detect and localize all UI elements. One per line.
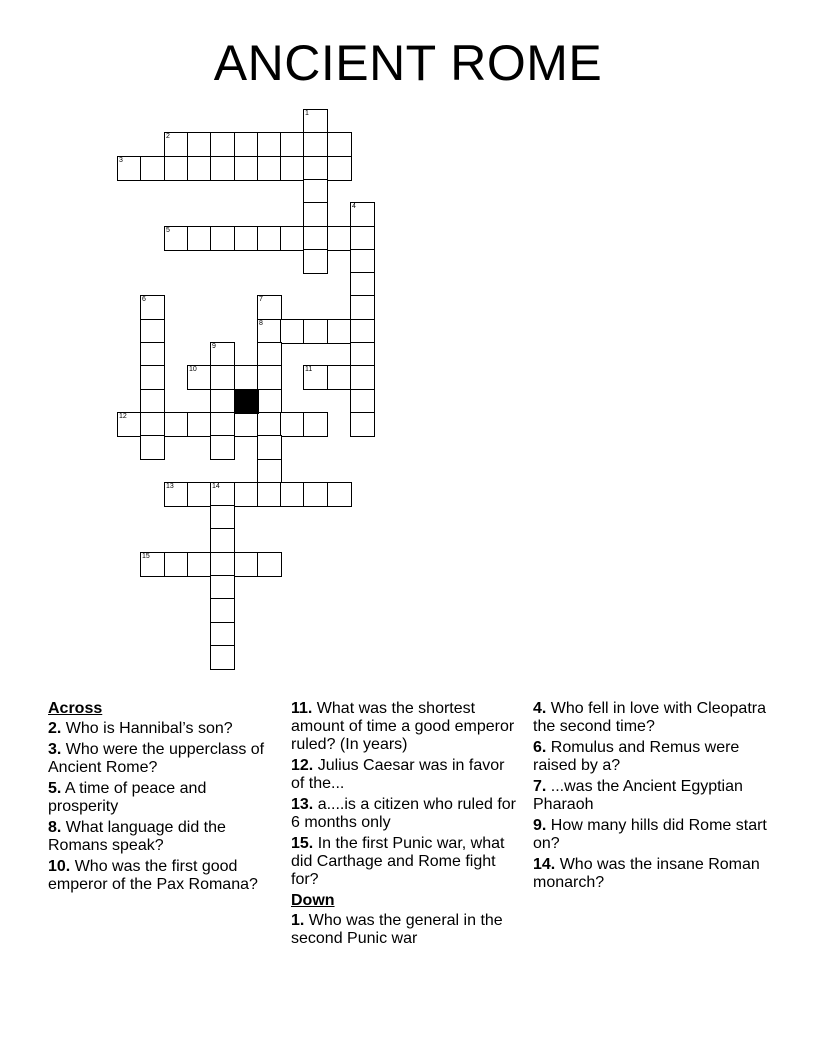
grid-cell[interactable] [164, 226, 189, 251]
grid-cell[interactable] [164, 156, 189, 181]
grid-cell[interactable] [210, 435, 235, 460]
grid-cell[interactable] [303, 179, 328, 204]
clue-text: Who were the upperclass of Ancient Rome? [48, 741, 265, 776]
grid-cell[interactable] [210, 482, 235, 507]
grid-cell[interactable] [303, 226, 328, 251]
clue [48, 741, 273, 777]
clue-text: Julius Caesar was in favor of the... [291, 757, 505, 792]
grid-cell[interactable] [257, 319, 282, 344]
grid-cell[interactable] [210, 575, 235, 600]
down-heading: Down [291, 892, 335, 909]
grid-cell[interactable] [210, 528, 235, 553]
grid-cell[interactable] [187, 552, 212, 577]
clue-text: A time of peace and prosperity [48, 780, 207, 815]
grid-cell[interactable] [140, 365, 165, 390]
grid-cell[interactable] [210, 226, 235, 251]
clues-column-1 [48, 700, 273, 897]
grid-cell[interactable] [210, 132, 235, 157]
clue-number: 5 [166, 227, 170, 234]
clue-number: 10 [189, 366, 197, 373]
grid-cell[interactable] [350, 249, 375, 274]
clue-number: 15 [142, 553, 150, 560]
grid-cell[interactable] [210, 598, 235, 623]
clue-number-label: 7. [533, 778, 547, 795]
clue [533, 856, 768, 892]
grid-cell[interactable] [187, 226, 212, 251]
grid-cell[interactable] [140, 342, 165, 367]
clue-number-label: 2. [48, 720, 62, 737]
grid-cell[interactable] [257, 365, 282, 390]
grid-cell[interactable] [234, 156, 259, 181]
grid-cell[interactable] [303, 202, 328, 227]
clue-text: Who fell in love with Cleopatra the second time? [533, 700, 766, 735]
clue-text: What was the shortest amount of time a good emperor ruled? (In years) [291, 700, 515, 753]
clue-number-label: 5. [48, 780, 62, 797]
grid-cell[interactable] [280, 319, 305, 344]
clue [291, 835, 516, 889]
grid-cell[interactable] [350, 226, 375, 251]
grid-cell[interactable] [303, 132, 328, 157]
clue-text: Romulus and Remus were raised by a? [533, 739, 740, 774]
grid-cell[interactable] [164, 552, 189, 577]
clue-number-label: 11. [291, 700, 313, 717]
grid-cell[interactable] [234, 412, 259, 437]
clue-text: Who was the first good emperor of the Pax Romana? [48, 858, 258, 893]
grid-cell[interactable] [187, 132, 212, 157]
clue [533, 817, 768, 853]
grid-cell[interactable] [303, 156, 328, 181]
grid-cell[interactable] [280, 412, 305, 437]
clue [291, 796, 516, 832]
clue-number-label: 4. [533, 700, 547, 717]
grid-cell[interactable] [140, 435, 165, 460]
clue [533, 739, 768, 775]
black-cell [234, 389, 259, 414]
clue-number: 8 [259, 320, 263, 327]
grid-cell[interactable] [257, 482, 282, 507]
clue [48, 720, 273, 738]
clues-column-2 [291, 700, 516, 951]
grid-cell[interactable] [327, 132, 352, 157]
clue-text: ...was the Ancient Egyptian Pharaoh [533, 778, 743, 813]
clue-number: 7 [259, 296, 263, 303]
grid-cell[interactable] [280, 132, 305, 157]
grid-cell[interactable] [234, 132, 259, 157]
clues-column-3 [533, 700, 768, 895]
clue-number-label: 13. [291, 796, 314, 813]
clue-number: 14 [212, 483, 220, 490]
grid-cell[interactable] [187, 412, 212, 437]
grid-cell[interactable] [303, 412, 328, 437]
grid-cell[interactable] [187, 156, 212, 181]
grid-cell[interactable] [164, 482, 189, 507]
clue-text: Who was the general in the second Punic war [291, 912, 503, 947]
across-heading: Across [48, 700, 103, 717]
clue-number-label: 1. [291, 912, 305, 929]
clue-number: 13 [166, 483, 174, 490]
grid-cell[interactable] [210, 342, 235, 367]
grid-cell[interactable] [327, 482, 352, 507]
grid-cell[interactable] [303, 109, 328, 134]
grid-cell[interactable] [303, 249, 328, 274]
clue-number-label: 15. [291, 835, 314, 852]
grid-cell[interactable] [210, 389, 235, 414]
grid-cell[interactable] [327, 226, 352, 251]
clue-text: Who was the insane Roman monarch? [533, 856, 760, 891]
grid-cell[interactable] [350, 389, 375, 414]
grid-cell[interactable] [164, 132, 189, 157]
grid-cell[interactable] [303, 365, 328, 390]
grid-cell[interactable] [117, 156, 142, 181]
clue-text: What language did the Romans speak? [48, 819, 226, 854]
grid-cell[interactable] [210, 505, 235, 530]
grid-cell[interactable] [234, 226, 259, 251]
clue-number-label: 14. [533, 856, 556, 873]
grid-cell[interactable] [257, 435, 282, 460]
grid-cell[interactable] [303, 482, 328, 507]
clue-number: 3 [119, 157, 123, 164]
grid-cell[interactable] [327, 156, 352, 181]
grid-cell[interactable] [257, 412, 282, 437]
grid-cell[interactable] [350, 342, 375, 367]
grid-cell[interactable] [327, 365, 352, 390]
grid-cell[interactable] [280, 226, 305, 251]
grid-cell[interactable] [234, 365, 259, 390]
grid-cell[interactable] [303, 319, 328, 344]
clue-number: 1 [305, 110, 309, 117]
grid-cell[interactable] [350, 319, 375, 344]
clue-number-label: 8. [48, 819, 62, 836]
grid-cell[interactable] [280, 156, 305, 181]
grid-cell[interactable] [350, 295, 375, 320]
clue-number: 4 [352, 203, 356, 210]
clue [48, 858, 273, 894]
clue-text: Who is Hannibal’s son? [61, 720, 233, 737]
grid-cell[interactable] [257, 226, 282, 251]
clue-text: a....is a citizen who ruled for 6 months only [291, 796, 517, 831]
grid-cell[interactable] [257, 295, 282, 320]
clue [291, 757, 516, 793]
clue-number: 2 [166, 133, 170, 140]
grid-cell[interactable] [257, 132, 282, 157]
grid-cell[interactable] [164, 412, 189, 437]
puzzle-title: ANCIENT ROME [213, 35, 603, 91]
clue-number: 11 [305, 366, 313, 373]
clue-number-label: 10. [48, 858, 71, 875]
grid-cell[interactable] [210, 365, 235, 390]
grid-cell[interactable] [140, 319, 165, 344]
grid-cell[interactable] [210, 412, 235, 437]
clue-text: How many hills did Rome start on? [533, 817, 767, 852]
grid-cell[interactable] [350, 412, 375, 437]
grid-cell[interactable] [187, 482, 212, 507]
clue [533, 700, 768, 736]
clue-number-label: 12. [291, 757, 314, 774]
grid-cell[interactable] [117, 412, 142, 437]
grid-cell[interactable] [257, 552, 282, 577]
clue-number-label: 9. [533, 817, 547, 834]
grid-cell[interactable] [234, 552, 259, 577]
grid-cell[interactable] [210, 552, 235, 577]
grid-cell[interactable] [140, 156, 165, 181]
grid-cell[interactable] [140, 552, 165, 577]
clue [48, 780, 273, 816]
clue-number: 12 [119, 413, 127, 420]
grid-cell[interactable] [210, 622, 235, 647]
grid-cell[interactable] [234, 482, 259, 507]
clue-number: 6 [142, 296, 146, 303]
clue-number-label: 6. [533, 739, 547, 756]
grid-cell[interactable] [140, 412, 165, 437]
grid-cell[interactable] [350, 202, 375, 227]
clue-text: In the first Punic war, what did Carthage and Rome fight for? [291, 835, 505, 888]
clue [291, 912, 516, 948]
clue-number-label: 3. [48, 741, 62, 758]
grid-cell[interactable] [257, 389, 282, 414]
grid-cell[interactable] [257, 459, 282, 484]
clue [48, 819, 273, 855]
grid-cell[interactable] [280, 482, 305, 507]
grid-cell[interactable] [350, 365, 375, 390]
grid-cell[interactable] [187, 365, 212, 390]
grid-cell[interactable] [350, 272, 375, 297]
grid-cell[interactable] [140, 295, 165, 320]
clue [533, 778, 768, 814]
grid-cell[interactable] [257, 342, 282, 367]
grid-cell[interactable] [327, 319, 352, 344]
grid-cell[interactable] [257, 156, 282, 181]
grid-cell[interactable] [140, 389, 165, 414]
grid-cell[interactable] [210, 156, 235, 181]
grid-cell[interactable] [210, 645, 235, 670]
clue [291, 700, 516, 754]
clue-number: 9 [212, 343, 216, 350]
